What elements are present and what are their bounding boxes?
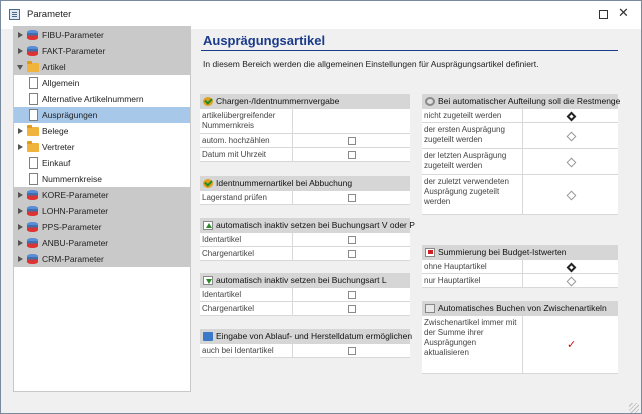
database-icon [27, 222, 38, 232]
setting-label: Identartikel [202, 290, 242, 299]
group-header [200, 94, 410, 109]
collapsed-arrow-icon[interactable] [18, 224, 23, 230]
setting-row [200, 288, 410, 302]
setting-value-cell [292, 191, 410, 204]
arrow-down-icon [203, 276, 213, 285]
setting-row [200, 302, 410, 316]
checkbox[interactable] [348, 137, 356, 145]
setting-label: artikelübergreifender Nummernkreis [202, 111, 276, 130]
setting-row [422, 149, 618, 175]
tree-item[interactable] [14, 171, 190, 187]
checkbox[interactable] [348, 236, 356, 244]
collapsed-arrow-icon[interactable] [18, 192, 23, 198]
setting-value-cell [292, 302, 410, 315]
collapsed-arrow-icon[interactable] [18, 128, 23, 134]
group-title: Chargen-/Identnummernvergabe [216, 96, 340, 106]
page-icon [29, 173, 38, 185]
setting-value-cell [292, 233, 410, 246]
checkbox[interactable] [348, 347, 356, 355]
group-title: Bei automatischer Aufteilung soll die Restmenge [438, 96, 621, 106]
group-title: Identnummernartikel bei Abbuchung [216, 178, 353, 188]
group-title: automatisch inaktiv setzen bei Buchungsart V oder P [216, 220, 415, 230]
tree-item[interactable] [14, 219, 190, 235]
checkbox[interactable] [348, 291, 356, 299]
setting-label: auch bei Identartikel [202, 346, 274, 355]
tree-item[interactable] [14, 203, 190, 219]
tree-item-label: ANBU-Parameter [42, 238, 109, 248]
tree-item-label: Einkauf [42, 158, 71, 168]
setting-label: der ersten Ausprägung zugeteilt werden [424, 125, 505, 144]
setting-row [422, 274, 618, 288]
checkbox[interactable] [348, 194, 356, 202]
setting-value-cell [522, 260, 618, 273]
setting-label: nur Hauptartikel [424, 276, 481, 285]
green-check-icon [203, 179, 213, 188]
radio-selected[interactable] [567, 262, 577, 272]
tree-item-label: Ausprägungen [42, 110, 98, 120]
page-icon [29, 77, 38, 89]
setting-row [200, 109, 410, 134]
tree-item[interactable] [14, 251, 190, 267]
setting-label: ohne Hauptartikel [424, 262, 487, 271]
setting-row [422, 109, 618, 123]
radio-option[interactable] [567, 190, 577, 200]
setting-value-cell [292, 134, 410, 147]
navigation-tree [13, 26, 191, 392]
doc-icon [425, 304, 435, 313]
setting-row [422, 175, 618, 215]
page-icon [29, 109, 38, 121]
tree-item-label: CRM-Parameter [42, 254, 104, 264]
group-title: automatisch inaktiv setzen bei Buchungsart L [216, 275, 387, 285]
setting-row [200, 191, 410, 205]
setting-value-cell [522, 274, 618, 287]
tree-item[interactable] [14, 139, 190, 155]
title-divider [201, 50, 618, 51]
tree-item-label: Alternative Artikelnummern [42, 94, 144, 104]
folder-icon [27, 127, 39, 136]
setting-value-cell [522, 123, 618, 148]
setting-label: autom. hochzählen [202, 136, 270, 145]
setting-row [200, 247, 410, 261]
page-description: In diesem Bereich werden die allgemeinen Einstellungen für Ausprägungsartikel definiert. [203, 59, 539, 69]
gear-icon [425, 97, 435, 106]
group-title: Automatisches Buchen von Zwischenartikeln [438, 303, 607, 313]
setting-label: Datum mit Uhrzeit [202, 150, 267, 159]
expanded-arrow-icon[interactable] [17, 65, 23, 70]
setting-value-cell [292, 148, 410, 161]
tree-item[interactable] [14, 123, 190, 139]
tree-item[interactable] [14, 91, 190, 107]
checked-checkbox[interactable]: ✓ [567, 339, 577, 351]
tree-item-label: KORE-Parameter [42, 190, 109, 200]
folder-icon [27, 143, 39, 152]
radio-selected[interactable] [567, 111, 577, 121]
collapsed-arrow-icon[interactable] [18, 240, 23, 246]
tree-item[interactable] [14, 107, 190, 123]
setting-row [422, 316, 618, 374]
group-header [200, 218, 415, 233]
flag-icon [425, 248, 435, 257]
setting-label: Chargenartikel [202, 249, 255, 258]
setting-label: der letzten Ausprägung zugeteilt werden [424, 151, 507, 170]
page-title: Ausprägungsartikel [203, 33, 326, 48]
folder-icon [27, 63, 39, 72]
database-icon [27, 46, 38, 56]
group-header [422, 94, 621, 109]
collapsed-arrow-icon[interactable] [18, 256, 23, 262]
page-icon [29, 157, 38, 169]
group-header [200, 273, 410, 288]
setting-value-cell [522, 316, 618, 373]
setting-label: Zwischenartikel immer mit der Summe ihrer Ausprägungen aktualisieren [424, 318, 517, 357]
tree-item-label: Belege [42, 126, 69, 136]
setting-row [200, 134, 410, 148]
tree-item[interactable] [14, 59, 190, 75]
collapsed-arrow-icon[interactable] [18, 32, 23, 38]
setting-row [422, 123, 618, 149]
checkbox[interactable] [348, 250, 356, 258]
resize-grip[interactable] [629, 403, 639, 413]
tree-item-label: FIBU-Parameter [42, 30, 104, 40]
maximize-button[interactable] [599, 10, 608, 19]
tree-item-label: PPS-Parameter [42, 222, 102, 232]
database-icon [27, 30, 38, 40]
database-icon [27, 254, 38, 264]
group-header [200, 176, 410, 191]
radio-option[interactable] [567, 157, 577, 167]
tree-item-label: Allgemein [42, 78, 80, 88]
book-icon [203, 332, 213, 341]
database-icon [27, 238, 38, 248]
setting-row [200, 233, 410, 247]
green-check-icon [203, 97, 213, 106]
collapsed-arrow-icon[interactable] [18, 144, 23, 150]
group-header [200, 329, 413, 344]
group-title: Summierung bei Budget-Istwerten [438, 247, 567, 257]
collapsed-arrow-icon[interactable] [18, 208, 23, 214]
tree-item-label: Nummernkreise [42, 174, 102, 184]
collapsed-arrow-icon[interactable] [18, 48, 23, 54]
setting-value-cell [292, 288, 410, 301]
title-bar [1, 1, 641, 29]
setting-value-cell [292, 247, 410, 260]
setting-label: Chargenartikel [202, 304, 255, 313]
setting-label: Identartikel [202, 235, 242, 244]
tree-item-label: Artikel [42, 62, 66, 72]
arrow-up-icon [203, 221, 213, 230]
setting-label: Lagerstand prüfen [202, 193, 267, 202]
window-app-icon [9, 9, 20, 20]
group-header [422, 301, 618, 316]
setting-value-cell [522, 149, 618, 174]
tree-item[interactable] [14, 155, 190, 171]
tree-item[interactable] [14, 187, 190, 203]
setting-row [422, 260, 618, 274]
tree-item[interactable] [14, 43, 190, 59]
tree-item-label: LOHN-Parameter [42, 206, 109, 216]
group-title: Eingabe von Ablauf- und Herstelldatum ermöglichen [216, 331, 413, 341]
setting-row [200, 344, 410, 358]
radio-option[interactable] [567, 276, 577, 286]
tree-item[interactable] [14, 27, 190, 43]
database-icon [27, 206, 38, 216]
checkbox[interactable] [348, 151, 356, 159]
setting-row [200, 148, 410, 162]
database-icon [27, 190, 38, 200]
tree-item-label: FAKT-Parameter [42, 46, 106, 56]
setting-value-cell [522, 109, 618, 122]
setting-label: der zuletzt verwendeten Ausprägung zugeteilt werden [424, 177, 509, 206]
setting-label: nicht zugeteilt werden [424, 111, 502, 120]
setting-value-cell [522, 175, 618, 214]
tree-item[interactable] [14, 235, 190, 251]
checkbox[interactable] [348, 305, 356, 313]
window-title: Parameter [27, 9, 72, 20]
page-icon [29, 93, 38, 105]
close-button[interactable]: ✕ [618, 5, 629, 20]
text-field[interactable] [292, 109, 410, 133]
setting-value-cell [292, 344, 410, 357]
tree-item-label: Vertreter [42, 142, 75, 152]
group-header [422, 245, 618, 260]
tree-item[interactable] [14, 75, 190, 91]
radio-option[interactable] [567, 131, 577, 141]
